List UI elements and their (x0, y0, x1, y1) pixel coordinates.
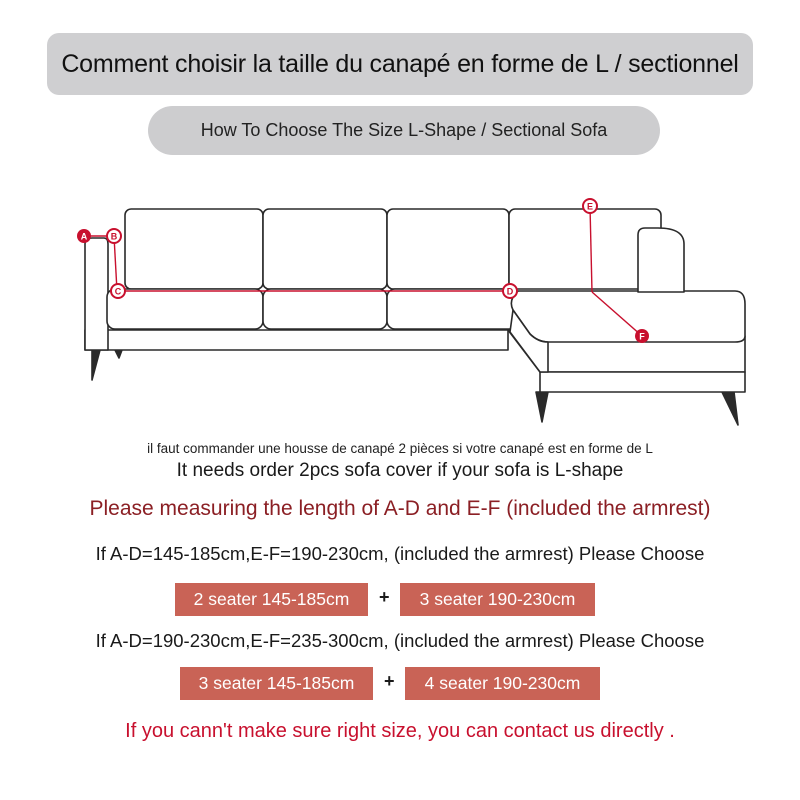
chaise-top (511, 291, 745, 342)
option-2-condition: If A-D=190-230cm,E-F=235-300cm, (included the armrest) Please Choose (95, 630, 705, 651)
back-cushion-2 (263, 209, 387, 289)
sofa-diagram (0, 160, 800, 435)
back-cushion-1 (125, 209, 263, 289)
option-1-plus: + (379, 587, 390, 607)
sofa-leg-mid (115, 350, 122, 358)
option-1-condition: If A-D=145-185cm,E-F=190-230cm, (included the armrest) Please Choose (95, 543, 705, 564)
seat-cushion-3 (387, 286, 517, 329)
title-fr: Comment choisir la taille du canapé en forme de L / sectionnel (61, 49, 739, 78)
measure-instruction: Please measuring the length of A-D and E-F (included the armrest) (89, 497, 711, 520)
contact-note: If you cann't make sure right size, you can contact us directly . (125, 720, 675, 742)
option-2-chip-right: 4 seater 190-230cm (405, 667, 600, 700)
seat-cushion-2 (263, 289, 387, 329)
order-note-fr: il faut commander une housse de canapé 2 pièces si votre canapé est en forme de L (147, 441, 653, 456)
option-1-chip-left: 2 seater 145-185cm (175, 583, 368, 616)
option-2-chip-left: 3 seater 145-185cm (180, 667, 373, 700)
seat-cushion-1 (107, 286, 263, 329)
back-cushion-3 (387, 209, 509, 289)
sofa-leg-right (536, 392, 548, 422)
sofa-leg-right-2 (722, 392, 738, 425)
title-banner-en (148, 106, 660, 155)
svg-text:D: D (506, 286, 514, 297)
sofa-base (85, 330, 508, 350)
svg-text:B: B (110, 231, 118, 242)
svg-text:A: A (80, 231, 88, 242)
svg-text:E: E (586, 201, 594, 212)
sofa-leg-left (92, 350, 100, 380)
svg-text:F: F (639, 331, 645, 342)
armrest-left (85, 238, 108, 350)
svg-text:C: C (114, 286, 122, 297)
armrest-right (638, 228, 684, 292)
title-en: How To Choose The Size L-Shape / Sectional Sofa (200, 120, 608, 140)
chaise-base (540, 372, 745, 392)
order-note-en: It needs order 2pcs sofa cover if your sofa is L-shape (176, 460, 624, 481)
option-2-plus: + (384, 671, 395, 691)
option-1-chip-right: 3 seater 190-230cm (400, 583, 595, 616)
title-banner-fr (47, 33, 753, 95)
